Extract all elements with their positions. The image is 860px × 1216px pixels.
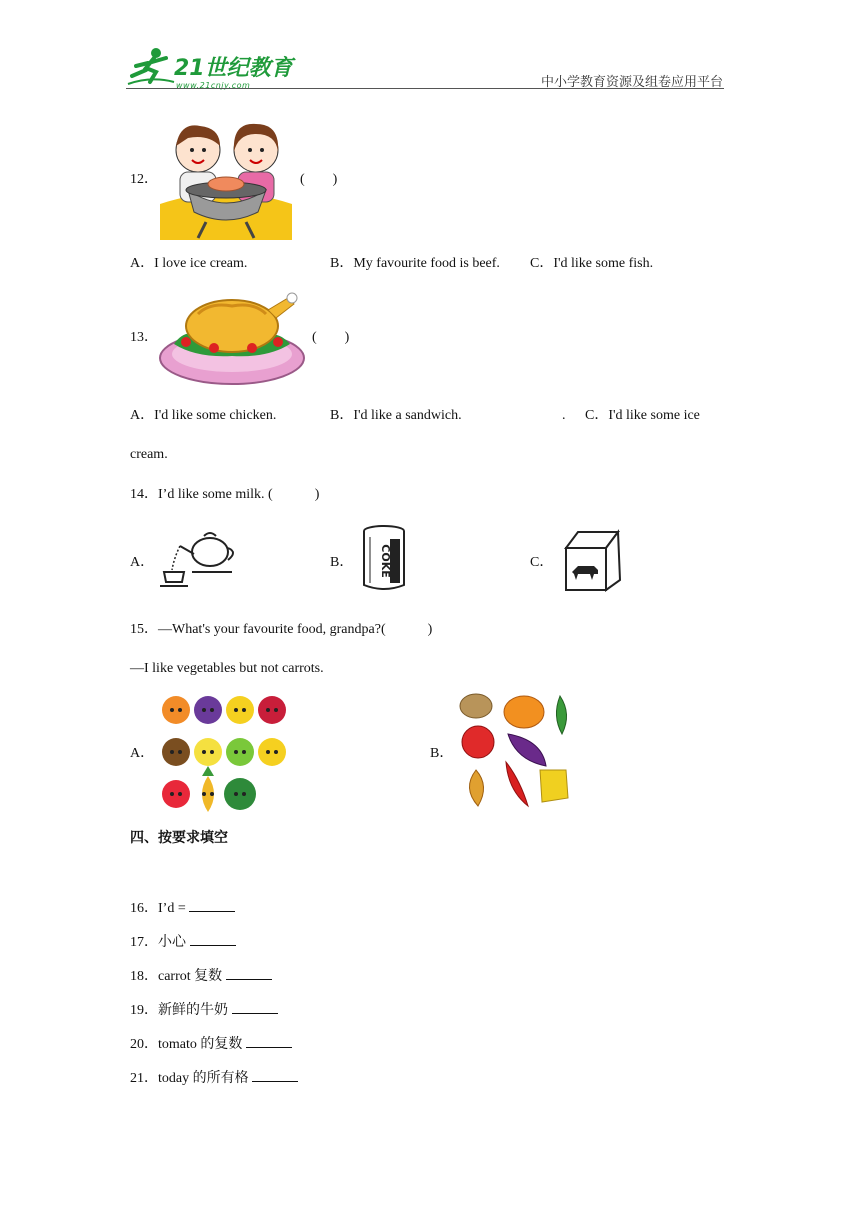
- q15-reply: —I like vegetables but not carrots.: [130, 661, 324, 676]
- q14-option-c[interactable]: C．: [530, 555, 554, 570]
- fill-item-text: 20．tomato 的复数: [130, 1037, 243, 1052]
- q12-number: 12．: [130, 172, 158, 187]
- answer-blank[interactable]: [189, 897, 235, 912]
- header-divider: [126, 88, 724, 89]
- fill-item-18: [130, 965, 272, 986]
- fill-item-text: 17．小心: [130, 935, 186, 950]
- q12-option-a[interactable]: A．I love ice cream.: [130, 256, 248, 271]
- answer-blank[interactable]: [232, 999, 278, 1014]
- q12-option-b[interactable]: B．My favourite food is beef.: [330, 256, 500, 271]
- answer-blank[interactable]: [246, 1033, 292, 1048]
- q15-option-a[interactable]: A．: [130, 746, 155, 761]
- fill-item-21: [130, 1067, 298, 1088]
- fill-item-text: 16．I’d =: [130, 901, 186, 916]
- q13-option-b[interactable]: B．I'd like a sandwich.: [330, 408, 462, 423]
- runner-logo-icon: [126, 46, 176, 86]
- coke-can-icon: [360, 525, 408, 593]
- fill-item-20: [130, 1033, 292, 1054]
- q13-option-a[interactable]: A．I'd like some chicken.: [130, 408, 277, 423]
- children-barbecue-image: [158, 112, 294, 242]
- q13-number: 13．: [130, 330, 158, 345]
- q13-option-c[interactable]: C．I'd like some ice: [585, 408, 700, 423]
- q13-option-c-continued: cream.: [130, 447, 168, 462]
- logo-url: www.21cnjy.com: [176, 81, 251, 90]
- vegetables-image: [456, 690, 576, 814]
- answer-blank[interactable]: [190, 931, 236, 946]
- q13-dot: .: [562, 408, 566, 423]
- q13-answer-paren: ( ): [312, 330, 350, 345]
- roast-chicken-image: [158, 284, 306, 388]
- q14-option-a[interactable]: A．: [130, 555, 155, 570]
- fill-item-19: [130, 999, 278, 1020]
- logo-text: 21世纪教育: [174, 56, 293, 81]
- teapot-cup-icon: [156, 528, 238, 592]
- q12-answer-paren: ( ): [300, 172, 338, 187]
- answer-blank[interactable]: [252, 1067, 298, 1082]
- fill-item-text: 19．新鲜的牛奶: [130, 1003, 228, 1018]
- fill-item-text: 18．carrot 复数: [130, 969, 223, 984]
- fruits-cartoon-image: [156, 690, 290, 818]
- q15-stem: 15．—What's your favourite food, grandpa?( ): [130, 622, 433, 637]
- q14-option-b[interactable]: B．: [330, 555, 354, 570]
- q14-stem: 14．I’d like some milk. ( ): [130, 487, 320, 502]
- milk-carton-icon: [560, 528, 624, 592]
- q15-option-b[interactable]: B．: [430, 746, 454, 761]
- platform-name: 中小学教育资源及组卷应用平台: [541, 74, 724, 89]
- coke-label: COKE: [379, 544, 392, 578]
- answer-blank[interactable]: [226, 965, 272, 980]
- q12-option-c[interactable]: C．I'd like some fish.: [530, 256, 654, 271]
- section-4-title: 四、按要求填空: [130, 830, 228, 846]
- fill-item-17: [130, 931, 236, 952]
- header: [0, 0, 860, 92]
- fill-item-16: [130, 897, 235, 918]
- fill-item-text: 21．today 的所有格: [130, 1071, 249, 1086]
